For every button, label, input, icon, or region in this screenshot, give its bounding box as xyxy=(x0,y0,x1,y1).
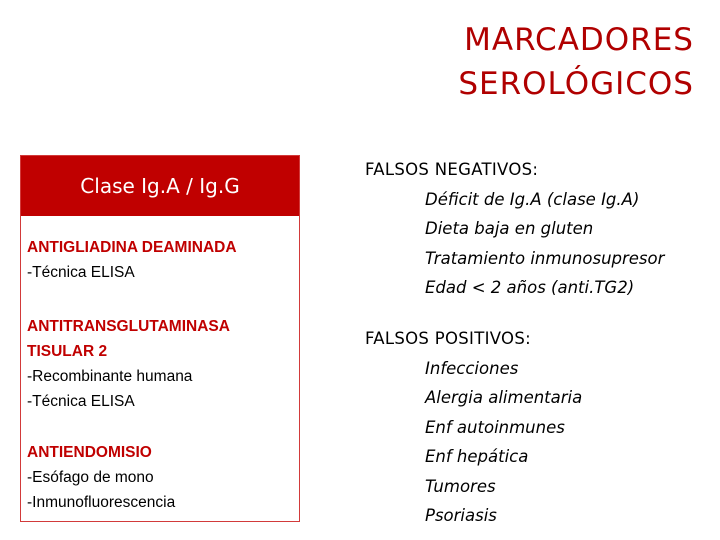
marker-detail: -Inmunofluorescencia xyxy=(27,494,176,511)
false-negative-item: Edad < 2 años (anti.TG2) xyxy=(425,278,635,297)
marker-group-antiendomisio xyxy=(27,440,175,515)
false-positives-heading: FALSOS POSITIVOS: xyxy=(365,329,531,348)
slide-title-line-2: SEROLÓGICOS xyxy=(458,66,694,102)
false-positive-item: Enf hepática xyxy=(425,447,529,466)
marker-title: ANTIGLIADINA DEAMINADA xyxy=(27,239,237,256)
marker-detail: -Técnica ELISA xyxy=(27,393,135,410)
marker-group-antitransglutaminasa xyxy=(27,314,230,414)
marker-detail: -Técnica ELISA xyxy=(27,264,135,281)
slide-title-line-1: MARCADORES xyxy=(464,22,694,58)
marker-title: TISULAR 2 xyxy=(27,343,108,360)
marker-detail: -Esófago de mono xyxy=(27,469,154,486)
false-negative-item: Tratamiento inmunosupresor xyxy=(425,248,665,268)
marker-title: ANTIENDOMISIO xyxy=(27,444,152,461)
false-positive-item: Enf autoinmunes xyxy=(425,417,565,437)
false-positive-item: Alergia alimentaria xyxy=(425,388,583,407)
slide-title xyxy=(334,18,694,106)
marker-panel-header: Clase Ig.A / Ig.G xyxy=(21,156,299,216)
marker-group-antigliadina xyxy=(27,235,237,285)
marker-panel xyxy=(20,155,300,522)
marker-title: ANTITRANSGLUTAMINASA xyxy=(27,318,230,335)
marker-detail: -Recombinante humana xyxy=(27,368,193,385)
false-positive-item: Tumores xyxy=(425,476,496,496)
false-positive-item: Infecciones xyxy=(425,358,519,378)
false-negative-item: Dieta baja en gluten xyxy=(425,219,594,238)
false-negatives-heading: FALSOS NEGATIVOS: xyxy=(365,160,539,179)
false-negatives-section xyxy=(365,155,664,303)
false-positives-section xyxy=(365,324,582,531)
false-negative-item: Déficit de Ig.A (clase Ig.A) xyxy=(425,189,640,209)
false-positive-item: Psoriasis xyxy=(425,506,497,525)
